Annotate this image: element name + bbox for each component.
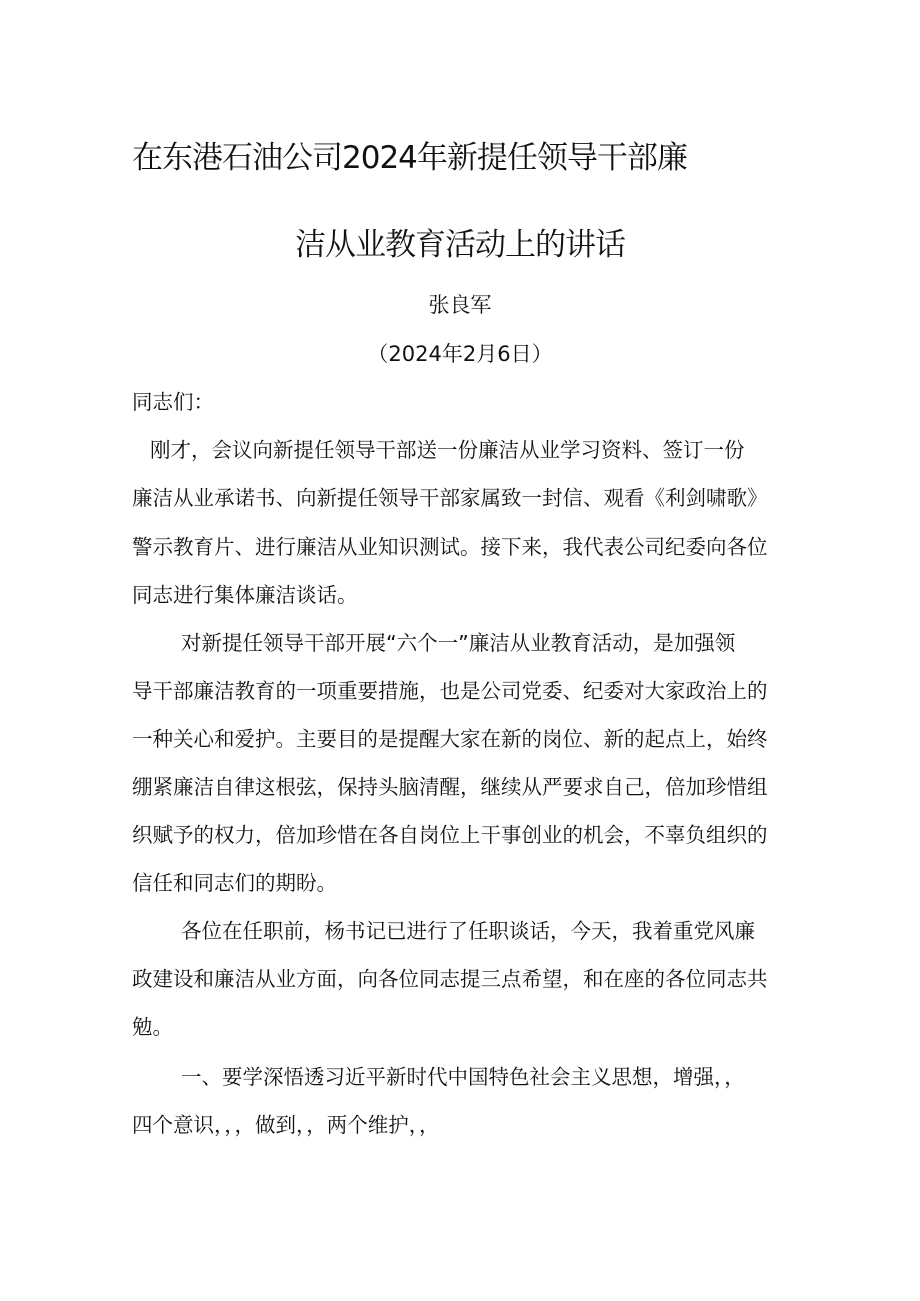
speech-date: （2024年2月6日） — [367, 342, 553, 366]
paragraph-line: 各位在任职前，杨书记已进行了任职谈话，今天，我着重党风廉 — [181, 919, 755, 943]
paragraph-line: 对新提任领导干部开展“六个一”廉洁从业教育活动，是加强领 — [181, 631, 736, 655]
author-name: 张良军 — [428, 293, 492, 317]
title-line-2: 洁从业教育活动上的讲话 — [295, 227, 625, 263]
paragraph-line: 绷紧廉洁自律这根弦，保持头脑清醒，继续从严要求自己，倍加珍惜组 — [132, 775, 768, 799]
paragraph-line: 织赋予的权力，倍加珍惜在各自岗位上干事创业的机会，不辜负组织的 — [132, 823, 768, 847]
title-line-1: 在东港石油公司2024年新提任领导干部廉 — [132, 140, 687, 176]
paragraph-line: 警示教育片、进行廉洁从业知识测试。接下来，我代表公司纪委向各位 — [132, 535, 768, 559]
paragraph-line: 刚才，会议向新提任领导干部送一份廉洁从业学习资料、签订一份 — [150, 438, 745, 462]
section-heading-line: 四个意识，，，做到，，两个维护，， — [132, 1113, 440, 1137]
paragraph-line: 政建设和廉洁从业方面，向各位同志提三点希望，和在座的各位同志共 — [132, 967, 768, 991]
paragraph-line: 导干部廉洁教育的一项重要措施，也是公司党委、纪委对大家政治上的 — [132, 679, 768, 703]
paragraph-line: 一种关心和爱护。主要目的是提醒大家在新的岗位、新的起点上，始终 — [132, 727, 768, 751]
section-heading-line: 一、要学深悟透习近平新时代中国特色社会主义思想，增强，， — [181, 1065, 745, 1089]
paragraph-line: 廉洁从业承诺书、向新提任领导干部家属致一封信、观看《利剑啸歌》 — [132, 486, 768, 510]
paragraph-line: 同志进行集体廉洁谈话。 — [132, 583, 358, 607]
salutation: 同志们： — [132, 390, 214, 414]
paragraph-line: 勉。 — [132, 1015, 173, 1039]
paragraph-line: 信任和同志们的期盼。 — [132, 871, 337, 895]
